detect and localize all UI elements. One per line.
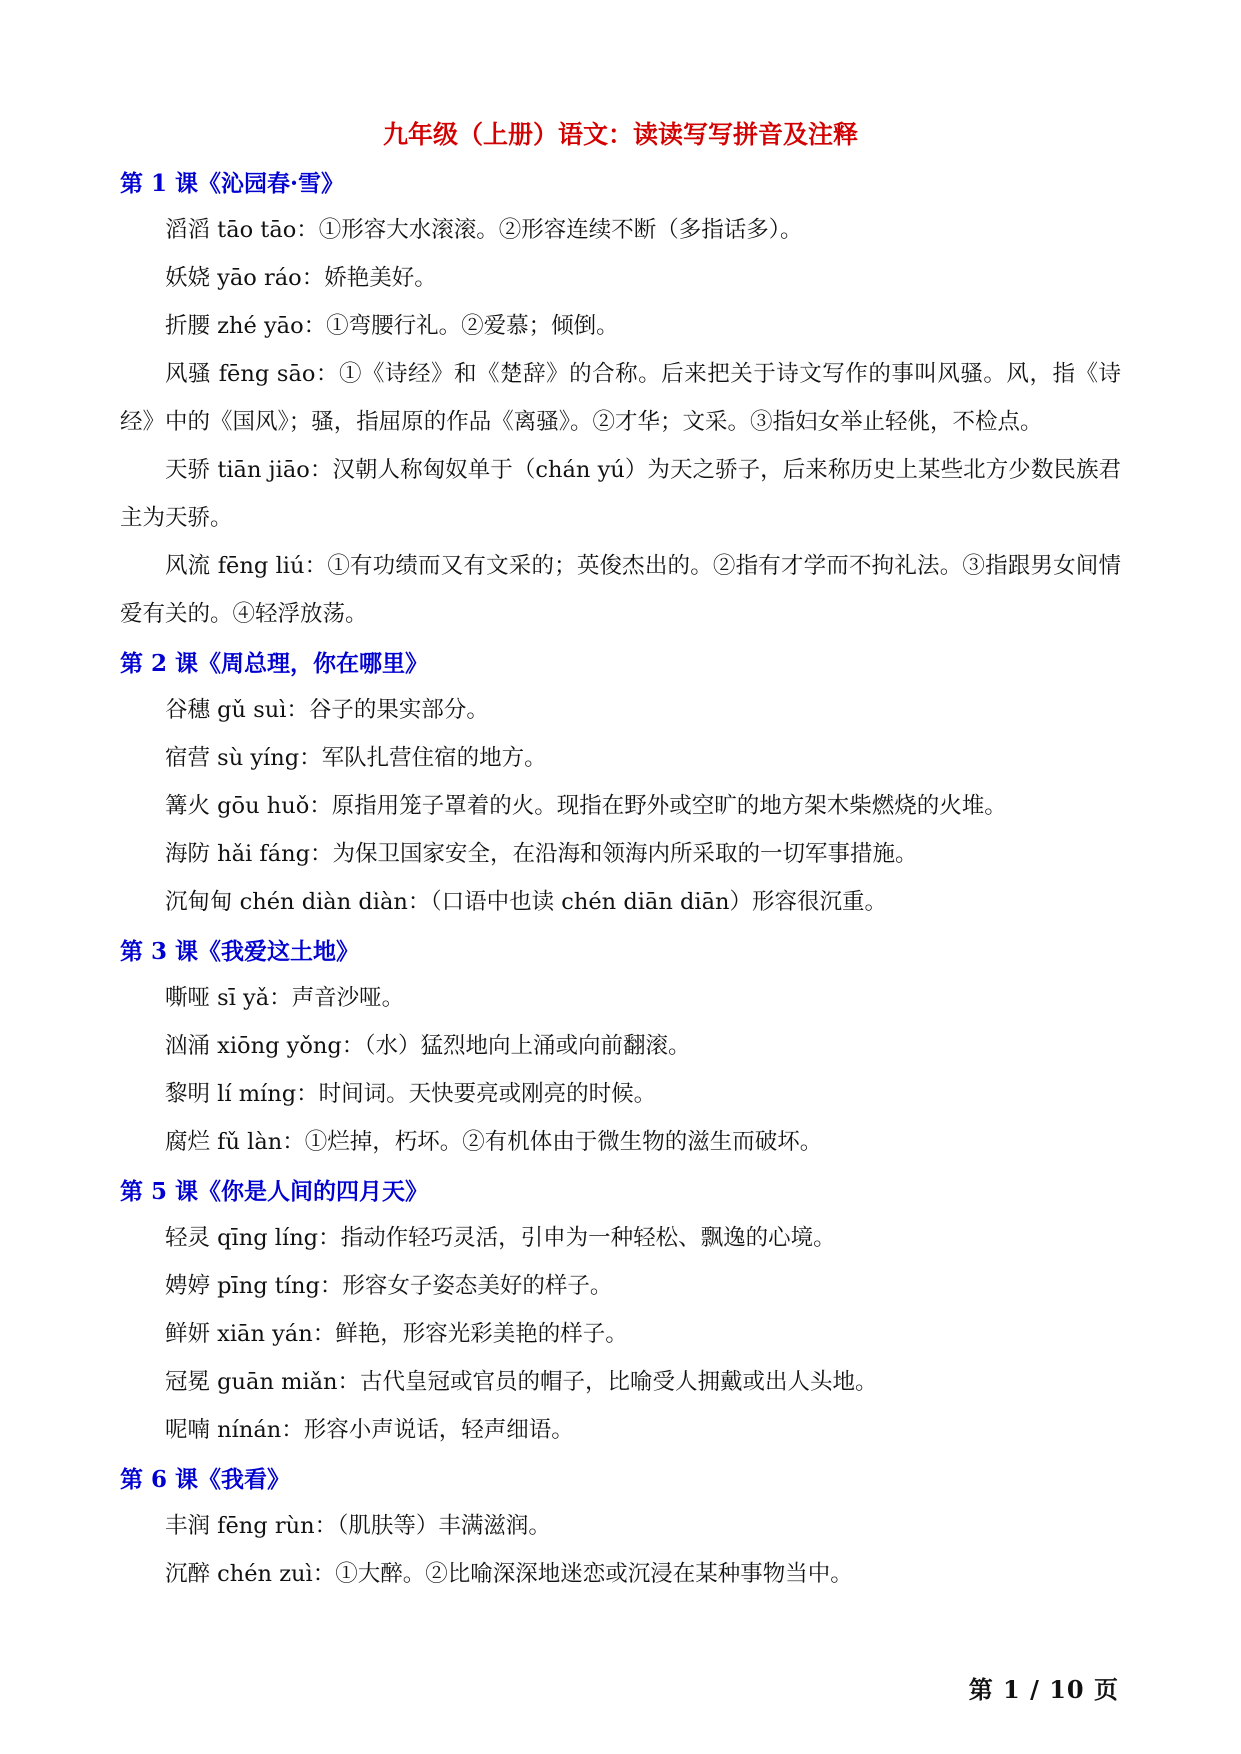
vocab-entry: 篝火 gōu huǒ：原指用笼子罩着的火。现指在野外或空旷的地方架木柴燃烧的火堆。 [165,793,1007,819]
vocab-entry: 沉醉 chén zuì：①大醉。②比喻深深地迷恋或沉浸在某种事物当中。 [165,1561,853,1587]
vocab-entry: 汹涌 xiōng yǒng：（水）猛烈地向上涌或向前翻滚。 [165,1033,691,1059]
lesson-title: 第 3 课《我爱这土地》 [120,938,360,965]
lesson-section-5 [120,1174,1121,1454]
lesson-section-2 [120,646,1121,926]
lesson-title: 第 1 课《沁园春·雪》 [120,170,345,197]
lesson-section-6 [120,1462,1121,1598]
document-title: 九年级（上册）语文：读读写写拼音及注释 [382,120,858,149]
vocab-entry: 谷穗 gǔ suì：谷子的果实部分。 [165,697,489,723]
vocab-entry: 黎明 lí míng：时间词。天快要亮或刚亮的时候。 [165,1081,657,1107]
lesson-section-1 [120,166,1121,638]
vocab-entry: 妖娆 yāo ráo：娇艳美好。 [165,265,437,291]
vocab-entry: 冠冕 guān miǎn：古代皇冠或官员的帽子，比喻受人拥戴或出人头地。 [165,1369,878,1395]
vocab-entry: 呢喃 nínán：形容小声说话，轻声细语。 [165,1417,574,1443]
vocab-entry: 风流 fēng liú：①有功绩而又有文采的；英俊杰出的。②指有才学而不拘礼法。③指跟男女间情爱有关的。④轻浮放荡。 [120,553,1121,627]
vocab-entry: 折腰 zhé yāo：①弯腰行礼。②爱慕；倾倒。 [165,313,619,339]
vocab-entry: 风骚 fēng sāo：①《诗经》和《楚辞》的合称。后来把关于诗文写作的事叫风骚。风，指《诗经》中的《国风》；骚，指屈原的作品《离骚》。②才华；文采。③指妇女举止轻佻，不检点。 [120,361,1121,435]
vocab-entry: 滔滔 tāo tāo：①形容大水滚滚。②形容连续不断（多指话多）。 [165,217,803,243]
lesson-title: 第 5 课《你是人间的四月天》 [120,1178,429,1205]
vocab-entry: 天骄 tiān jiāo：汉朝人称匈奴单于（chán yú）为天之骄子，后来称历史上某些北方少数民族君主为天骄。 [120,457,1121,531]
vocab-entry: 轻灵 qīng líng：指动作轻巧灵活，引申为一种轻松、飘逸的心境。 [165,1225,836,1251]
vocab-entry: 嘶哑 sī yǎ：声音沙哑。 [165,985,405,1011]
vocab-entry: 娉婷 pīng tíng：形容女子姿态美好的样子。 [165,1273,613,1299]
vocab-entry: 海防 hǎi fáng：为保卫国家安全，在沿海和领海内所采取的一切军事措施。 [165,841,918,867]
vocab-entry: 腐烂 fǔ làn：①烂掉，朽坏。②有机体由于微生物的滋生而破坏。 [165,1129,823,1155]
lesson-title: 第 2 课《周总理，你在哪里》 [120,650,429,677]
lesson-title: 第 6 课《我看》 [120,1466,291,1493]
vocab-entry: 鲜妍 xiān yán：鲜艳，形容光彩美艳的样子。 [165,1321,628,1347]
vocab-entry: 宿营 sù yíng：军队扎营住宿的地方。 [165,745,547,771]
page-number: 第 1 / 10 页 [968,1675,1119,1704]
vocab-entry: 沉甸甸 chén diàn diàn：（口语中也读 chén diān diān）形容很沉重。 [165,889,887,915]
lesson-section-3 [120,934,1121,1166]
vocab-entry: 丰润 fēng rùn：（肌肤等）丰满滋润。 [165,1513,551,1539]
